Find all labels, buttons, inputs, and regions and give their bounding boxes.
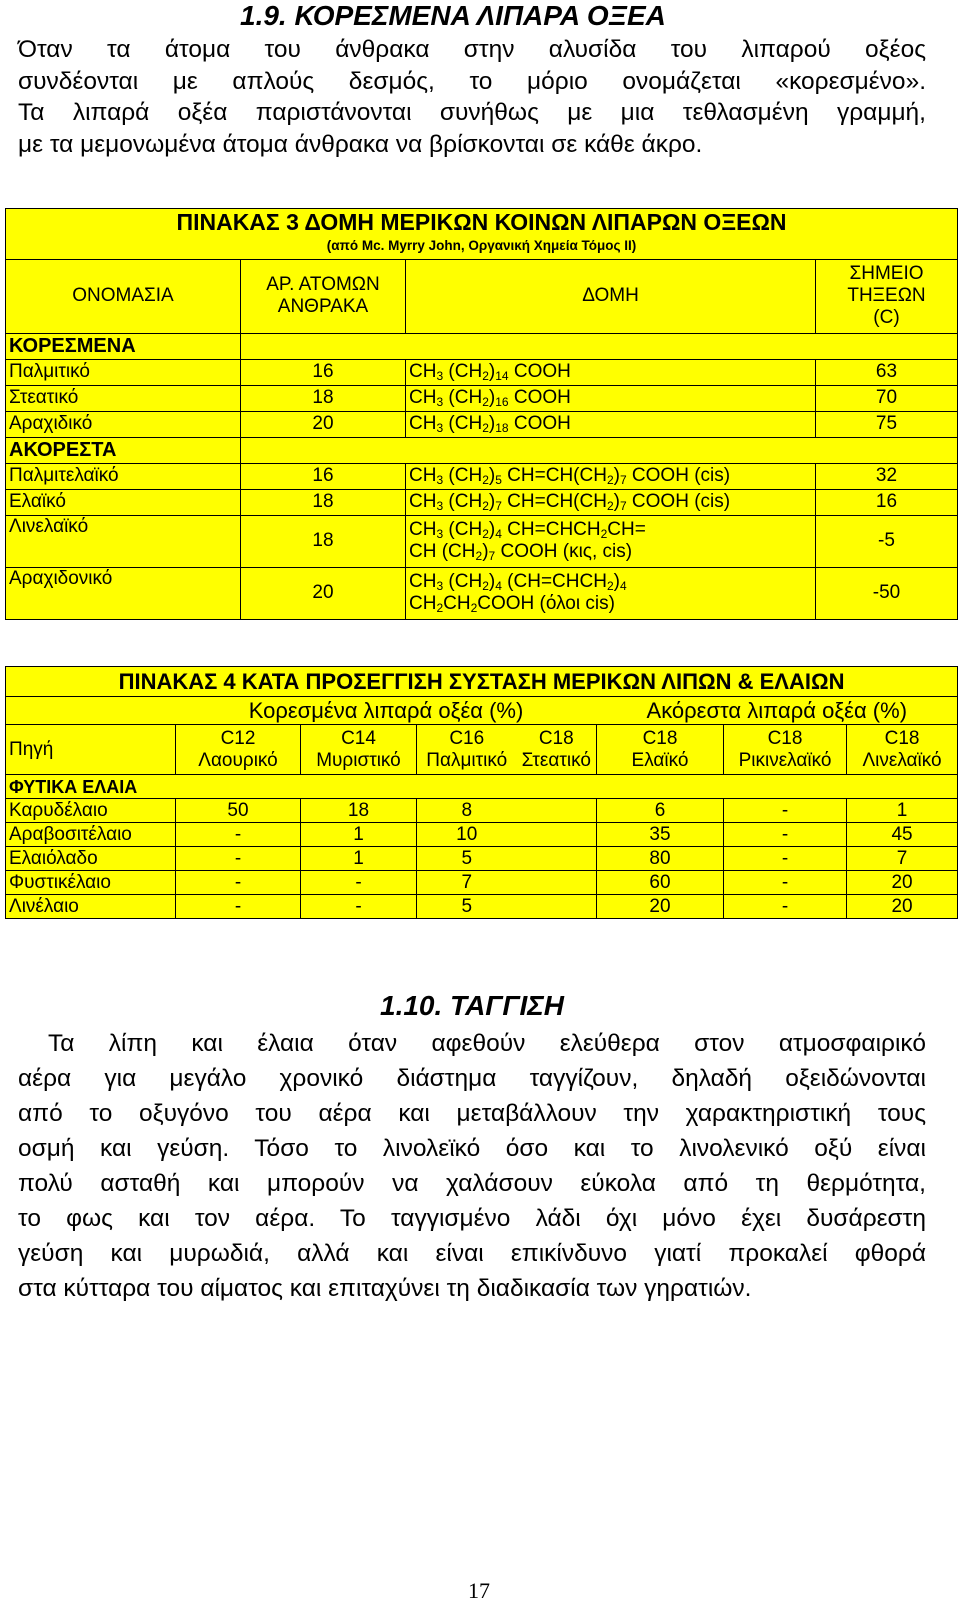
value-cell: - — [176, 895, 301, 919]
melting-point: -50 — [816, 567, 958, 619]
table-title: ΠΙΝΑΚΑΣ 4 ΚΑΤΑ ΠΡΟΣΕΓΓΙΣΗ ΣΥΣΤΑΣΗ ΜΕΡΙΚΩΝ ΛΙΠΩΝ & ΕΛΑΙΩΝ — [6, 667, 958, 697]
group-spacer — [241, 333, 958, 359]
group-spacer — [241, 437, 958, 463]
header-col-2: C14 Μυριστικό — [301, 725, 417, 775]
value-cell: 80 — [597, 847, 724, 871]
value-cell: 35 — [597, 823, 724, 847]
section-heading-rancidity: 1.10. ΤΑΓΓΙΣΗ — [380, 990, 564, 1021]
paragraph-line: Τα λιπαρά οξέα παριστάνονται συνήθως με μια τεθλασμένη γραμμή, — [18, 99, 926, 126]
oil-name: Ελαιόλαδο — [6, 847, 176, 871]
value-cell — [517, 799, 597, 823]
header-structure: ΔΟΜΗ — [406, 259, 816, 333]
header-spacer — [6, 697, 176, 725]
header-melting-point — [816, 259, 958, 333]
value-cell: 1 — [301, 823, 417, 847]
melting-point: 16 — [816, 489, 958, 515]
formula: $CH_3$ $(CH_2)_{16}$ COOH — [406, 385, 816, 411]
formula: $CH_3$ $(CH_2)_{18}$ COOH — [406, 411, 816, 437]
header-unsaturated: Ακόρεστα λιπαρά οξέα (%) — [597, 697, 958, 725]
header-melting-point-line2: ΤΗΞΕΩΝ — [847, 285, 926, 306]
value-cell: 18 — [301, 799, 417, 823]
table-row — [6, 489, 958, 515]
value-cell: 6 — [597, 799, 724, 823]
value-cell — [517, 895, 597, 919]
value-cell: 5 — [417, 847, 517, 871]
page-number: 17 — [468, 1578, 490, 1603]
value-cell: - — [724, 823, 847, 847]
value-cell: - — [724, 895, 847, 919]
section-heading-saturated-fatty-acids: 1.9. ΚΟΡΕΣΜΕΝΑ ΛΙΠΑΡΑ ΟΞΕΑ — [240, 0, 666, 31]
oil-name: Φυστικέλαιο — [6, 871, 176, 895]
carbon-count: 18 — [241, 489, 406, 515]
header-carbon-atoms-line1: ΑΡ. ΑΤΟΜΩΝ — [266, 274, 380, 295]
paragraph-line: γεύση και μυρωδιά, αλλά και είναι επικίνδυνο γιατί προκαλεί φθορά — [18, 1240, 926, 1267]
table-title: ΠΙΝΑΚΑΣ 3 ΔΟΜΗ ΜΕΡΙΚΩΝ ΚΟΙΝΩΝ ΛΙΠΑΡΩΝ ΟΞΕΩΝ — [6, 209, 958, 235]
value-cell — [517, 847, 597, 871]
acid-name: Παλμιτελαϊκό — [6, 463, 241, 489]
value-cell: 45 — [847, 823, 958, 847]
carbon-count: 16 — [241, 463, 406, 489]
value-cell: 1 — [301, 847, 417, 871]
melting-point: 70 — [816, 385, 958, 411]
group-label-unsaturated: ΑΚΟΡΕΣΤΑ — [6, 437, 241, 463]
table-source: (από Mc. Myrry John, Οργανική Χημεία Τόμος II) — [6, 235, 958, 260]
value-cell: 50 — [176, 799, 301, 823]
header-col-7: C18 Λινελαϊκό — [847, 725, 958, 775]
value-cell: - — [724, 799, 847, 823]
carbon-count: 20 — [241, 567, 406, 619]
group-label-saturated: ΚΟΡΕΣΜΕΝΑ — [6, 333, 241, 359]
paragraph-line: οσμή και γεύση. Τόσο το λινολεϊκό όσο και το λινολενικό οξύ είναι — [18, 1135, 926, 1162]
carbon-count: 18 — [241, 385, 406, 411]
value-cell: 7 — [417, 871, 517, 895]
melting-point: 63 — [816, 359, 958, 385]
table-row — [6, 895, 958, 919]
value-cell: - — [176, 871, 301, 895]
value-cell: - — [176, 823, 301, 847]
table-fat-oil-composition — [5, 666, 958, 919]
table-row — [6, 359, 958, 385]
value-cell: 10 — [417, 823, 517, 847]
table-row — [6, 847, 958, 871]
table-row — [6, 799, 958, 823]
acid-name: Στεατικό — [6, 385, 241, 411]
acid-name: Αραχιδονικό — [6, 567, 241, 619]
header-col-6: C18 Ρικινελαϊκό — [724, 725, 847, 775]
paragraph-line: το φως και τον αέρα. Το ταγγισμένο λάδι όχι μόνο έχει δυσάρεστη — [18, 1205, 926, 1232]
table-row — [6, 823, 958, 847]
paragraph-line: συνδέονται με απλούς δεσμός, το μόριο ονομάζεται «κορεσμένο». — [18, 67, 926, 95]
paragraph-line: με τα μεμονωμένα άτομα άνθρακα να βρίσκονται σε κάθε άκρο. — [18, 130, 703, 158]
table-fatty-acid-structures — [5, 208, 958, 620]
paragraph-rancidity — [18, 1026, 926, 1306]
carbon-count: 18 — [241, 515, 406, 567]
acid-name: Λινελαϊκό — [6, 515, 241, 567]
value-cell: 8 — [417, 799, 517, 823]
header-source: Πηγή — [6, 725, 176, 775]
group-label-vegetable-oils: ΦΥΤΙΚΑ ΕΛΑΙΑ — [6, 775, 958, 799]
carbon-count: 16 — [241, 359, 406, 385]
value-cell — [517, 871, 597, 895]
header-name: ΟΝΟΜΑΣΙΑ — [6, 259, 241, 333]
value-cell — [517, 823, 597, 847]
paragraph-saturated-fatty-acids — [18, 34, 926, 160]
paragraph-line: πολύ ασταθή και μπορούν να χαλάσουν εύκολα από τη θερμότητα, — [18, 1170, 926, 1197]
acid-name: Αραχιδικό — [6, 411, 241, 437]
paragraph-line: αέρα για μεγάλο χρονικό διάστημα ταγγίζουν, δηλαδή οξειδώνονται — [18, 1065, 926, 1092]
header-col-1: C12 Λαουρικό — [176, 725, 301, 775]
header-carbon-atoms — [241, 259, 406, 333]
formula: $CH_3$ $(CH_2)_4$ $(CH=CHCH_2)_4$ $CH_2CH_2COOH$ (όλοι cis) — [406, 567, 816, 619]
header-col-4: C18 Στεατικό — [517, 725, 597, 775]
value-cell: 60 — [597, 871, 724, 895]
value-cell: - — [724, 871, 847, 895]
acid-name: Ελαϊκό — [6, 489, 241, 515]
table-row — [6, 515, 958, 567]
value-cell: 7 — [847, 847, 958, 871]
value-cell: 20 — [847, 871, 958, 895]
paragraph-line: στα κύτταρα του αίματος και επιταχύνει τη διαδικασία των γηρατιών. — [18, 1275, 752, 1302]
oil-name: Λινέλαιο — [6, 895, 176, 919]
header-carbon-atoms-line2: ΑΝΘΡΑΚΑ — [277, 296, 369, 317]
value-cell: - — [176, 847, 301, 871]
value-cell: - — [724, 847, 847, 871]
value-cell: 1 — [847, 799, 958, 823]
header-col-5: C18 Ελαϊκό — [597, 725, 724, 775]
formula: $CH_3$ $(CH_2)_5$ $CH=CH(CH_2)_7$ COOH (cis) — [406, 463, 816, 489]
paragraph-line: από το οξυγόνο του αέρα και μεταβάλλουν την χαρακτηριστική τους — [18, 1100, 926, 1127]
carbon-count: 20 — [241, 411, 406, 437]
value-cell: 20 — [597, 895, 724, 919]
table-row — [6, 871, 958, 895]
table-row — [6, 567, 958, 619]
acid-name: Παλμιτικό — [6, 359, 241, 385]
header-saturated: Κορεσμένα λιπαρά οξέα (%) — [248, 697, 524, 723]
paragraph-line: Όταν τα άτομα του άνθρακα στην αλυσίδα του λιπαρού οξέος — [18, 36, 926, 63]
value-cell: 5 — [417, 895, 517, 919]
oil-name: Καρυδέλαιο — [6, 799, 176, 823]
header-melting-point-line3: (C) — [873, 307, 900, 328]
table-row — [6, 411, 958, 437]
header-melting-point-line1: ΣΗΜΕΙΟ — [849, 263, 924, 284]
table-row — [6, 385, 958, 411]
melting-point: 32 — [816, 463, 958, 489]
oil-name: Αραβοσιτέλαιο — [6, 823, 176, 847]
melting-point: 75 — [816, 411, 958, 437]
value-cell: - — [301, 895, 417, 919]
table-row — [6, 463, 958, 489]
value-cell: 20 — [847, 895, 958, 919]
formula: $CH_3$ $(CH_2)_4$ $CH=CHCH_2CH=$ CH $(CH_2)_7$ COOH (κις, cis) — [406, 515, 816, 567]
paragraph-line: Τα λίπη και έλαια όταν αφεθούν ελεύθερα στον ατμοσφαιρικό — [48, 1030, 926, 1057]
formula: $CH_3$ $(CH_2)_{14}$ COOH — [406, 359, 816, 385]
formula: $CH_3$ $(CH_2)_7$ $CH=CH(CH_2)_7$ COOH (cis) — [406, 489, 816, 515]
header-col-3: C16 Παλμιτικό — [417, 725, 517, 775]
value-cell: - — [301, 871, 417, 895]
melting-point: -5 — [816, 515, 958, 567]
